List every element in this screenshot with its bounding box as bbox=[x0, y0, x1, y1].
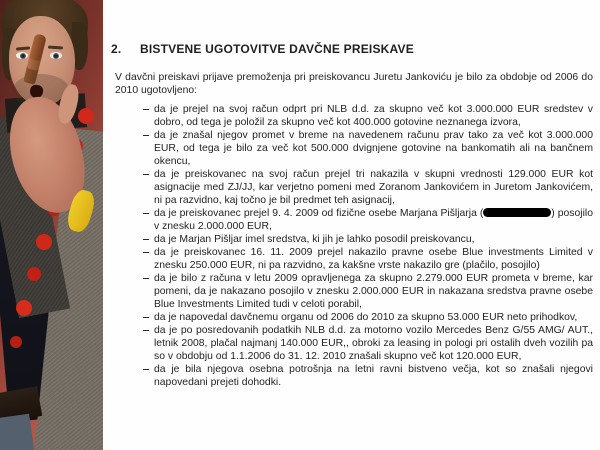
dash-bullet-marker bbox=[143, 369, 149, 371]
finding-item: da je prejel na svoj račun odprt pri NLB d.d. za skupno več kot 3.000.000 EUR sredstev v dobro, od tega je položil za skupno več kot 400.000 gotovine neznanega izvora, bbox=[143, 103, 593, 129]
section-heading bbox=[111, 42, 414, 56]
dash-bullet-marker bbox=[143, 135, 149, 137]
section-title: BISTVENE UGOTOVITVE DAVČNE PREISKAVE bbox=[140, 42, 414, 56]
finding-item: da je preiskovanec prejel 9. 4. 2009 od fizične osebe Marjana Pišljarja ( ) posojilo v znesku 2.000.000 EUR, bbox=[143, 207, 593, 233]
red-flower-lei bbox=[78, 108, 94, 124]
intro-paragraph: V davčni preiskavi prijave premoženja pri preiskovancu Juretu Jankoviću je bilo za obdobje od 2006 do 2010 ugotovljeno: bbox=[115, 72, 593, 96]
dash-bullet-marker bbox=[143, 252, 149, 254]
dash-bullet-marker bbox=[143, 278, 149, 280]
section-number: 2. bbox=[111, 42, 122, 56]
finding-item: da je po posredovanih podatkih NLB d.d. za motorno vozilo Mercedes Benz G/55 AMG/ AUT., letnik 2008, plačal najmanj 140.000 EUR,, obroki za leasing in pologi pri ostalih dveh vozilih pa so v obdobju od 1.1.2006 do 31. 12. 2010 znašali skupno več kot 120.000 EUR, bbox=[143, 324, 593, 363]
document-page bbox=[103, 0, 600, 450]
dash-bullet-marker bbox=[143, 317, 149, 319]
finding-item: da je Marjan Pišljar imel sredstva, ki jih je lahko posodil preiskovancu, bbox=[143, 233, 593, 246]
dash-bullet-marker bbox=[143, 213, 149, 215]
finding-item: da je bila njegova osebna potrošnja na letni ravni bistveno večja, kot so znašali njegovi napovedani prejeti dohodki. bbox=[143, 363, 593, 389]
finding-item: da je preiskovanec na svoj račun prejel tri nakazila v skupni vrednosti 129.000 EUR kot asignacije med ZJ/JJ, kar verjetno pomeni med Zoranom Jankovićem in Juretom Jankovićem, ni pa razvidno, kaj točno je bil predmet teh asignacij, bbox=[143, 168, 593, 207]
finding-item: da je bilo z računa v letu 2009 opravljenega za skupno 2.279.000 EUR prometa v breme, kar pomeni, da je nakazano posojilo v znesku 2.000.000 EUR in nakazana sredstva pravne osebe Blue Investments Limited tudi v celoti porabil, bbox=[143, 272, 593, 311]
iris-right bbox=[53, 53, 59, 59]
photo-man-with-clothespin bbox=[0, 0, 103, 450]
finding-item: da je znašal njegov promet v breme na navedenem računu prav tako za več kot 3.000.000 EUR, od tega je bilo za več kot 500.000 dvignjene gotovine na bankomatih ali na bančnem okencu, bbox=[143, 129, 593, 168]
dash-bullet-marker bbox=[143, 239, 149, 241]
dash-bullet-marker bbox=[143, 109, 149, 111]
iris-left bbox=[20, 53, 26, 59]
jeans bbox=[0, 414, 35, 450]
redaction-bar bbox=[483, 208, 551, 217]
finding-item: da je napovedal davčnemu organu od 2006 do 2010 za skupno 53.000 EUR neto prihodkov, bbox=[143, 311, 593, 324]
dash-bullet-marker bbox=[143, 174, 149, 176]
finding-item: da je preiskovanec 16. 11. 2009 prejel nakazilo pravne osebe Blue investments Limited v znesku 250.000 EUR, ni pa razvidno, za kakšne vrste nakazilo gre (plačilo, posojilo) bbox=[143, 246, 593, 272]
findings-list bbox=[143, 103, 593, 389]
dash-bullet-marker bbox=[143, 330, 149, 332]
